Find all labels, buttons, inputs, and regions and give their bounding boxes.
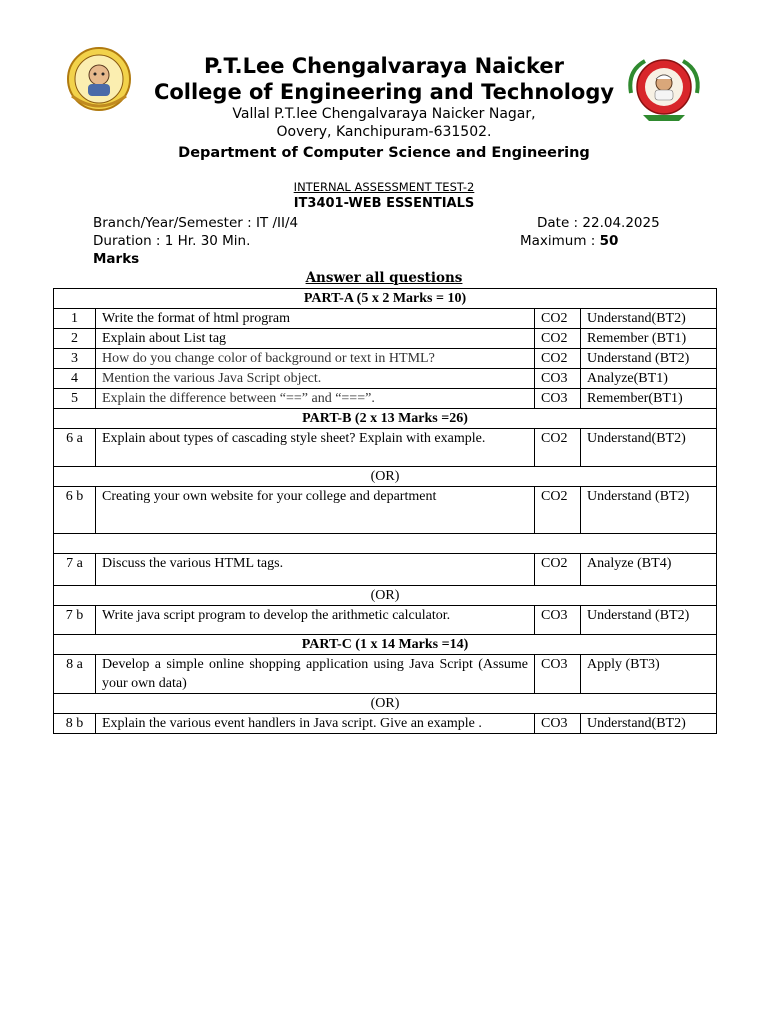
question-number: 7 b bbox=[54, 606, 96, 635]
question-number: 2 bbox=[54, 329, 96, 349]
address-line1: Vallal P.T.lee Chengalvaraya Naicker Nagar, bbox=[232, 106, 536, 122]
table-row bbox=[54, 655, 717, 694]
or-separator: (OR) bbox=[54, 694, 717, 714]
or-separator: (OR) bbox=[54, 586, 717, 606]
exam-duration: Duration : 1 Hr. 30 Min. bbox=[93, 233, 251, 249]
course-outcome: CO2 bbox=[535, 554, 581, 586]
blooms-level: Analyze (BT4) bbox=[581, 554, 717, 586]
or-row bbox=[54, 694, 717, 714]
question-number: 5 bbox=[54, 389, 96, 409]
question-number: 3 bbox=[54, 349, 96, 369]
course-outcome: CO3 bbox=[535, 389, 581, 409]
question-number: 6 a bbox=[54, 429, 96, 467]
table-row bbox=[54, 606, 717, 635]
marks-label: Marks bbox=[93, 251, 140, 267]
question-text: Explain about List tag bbox=[96, 329, 535, 349]
blooms-level: Understand(BT2) bbox=[581, 309, 717, 329]
course-outcome: CO3 bbox=[535, 714, 581, 734]
department-name: Department of Computer Science and Engineering bbox=[178, 145, 590, 161]
question-text: Explain about types of cascading style sheet? Explain with example. bbox=[96, 429, 535, 467]
college-name-line2: College of Engineering and Technology bbox=[153, 80, 615, 104]
question-text: Creating your own website for your college and department bbox=[96, 487, 535, 534]
blooms-level: Analyze(BT1) bbox=[581, 369, 717, 389]
spacer-row bbox=[54, 534, 717, 554]
or-separator: (OR) bbox=[54, 467, 717, 487]
part-b-heading: PART-B (2 x 13 Marks =26) bbox=[54, 409, 717, 429]
branch-info: Branch/Year/Semester : IT /II/4 bbox=[93, 215, 299, 231]
blooms-level: Understand(BT2) bbox=[581, 429, 717, 467]
blooms-level: Understand (BT2) bbox=[581, 606, 717, 635]
blooms-level: Understand (BT2) bbox=[581, 487, 717, 534]
question-number: 4 bbox=[54, 369, 96, 389]
question-text: Develop a simple online shopping application using Java Script (Assume your own data) bbox=[96, 655, 535, 694]
empty-cell bbox=[54, 534, 717, 554]
course-outcome: CO2 bbox=[535, 329, 581, 349]
table-row bbox=[54, 309, 717, 329]
blooms-level: Apply (BT3) bbox=[581, 655, 717, 694]
course-outcome: CO2 bbox=[535, 309, 581, 329]
question-text: Mention the various Java Script object. bbox=[96, 369, 535, 389]
blooms-level: Remember (BT1) bbox=[581, 329, 717, 349]
question-text: Explain the various event handlers in Java script. Give an example . bbox=[96, 714, 535, 734]
question-number: 6 b bbox=[54, 487, 96, 534]
maximum-label: Maximum : bbox=[520, 233, 600, 249]
instruction: Answer all questions bbox=[305, 270, 463, 286]
course-outcome: CO2 bbox=[535, 487, 581, 534]
blooms-level: Understand (BT2) bbox=[581, 349, 717, 369]
blooms-level: Remember(BT1) bbox=[581, 389, 717, 409]
question-number: 8 a bbox=[54, 655, 96, 694]
question-text: Discuss the various HTML tags. bbox=[96, 554, 535, 586]
table-row bbox=[54, 487, 717, 534]
part-c-heading-row bbox=[54, 635, 717, 655]
blooms-level: Understand(BT2) bbox=[581, 714, 717, 734]
question-text: Write java script program to develop the arithmetic calculator. bbox=[96, 606, 535, 635]
question-number: 1 bbox=[54, 309, 96, 329]
part-b-heading-row bbox=[54, 409, 717, 429]
part-a-heading: PART-A (5 x 2 Marks = 10) bbox=[54, 289, 717, 309]
table-row bbox=[54, 349, 717, 369]
test-title: INTERNAL ASSESSMENT TEST-2 bbox=[293, 180, 475, 194]
exam-date: Date : 22.04.2025 bbox=[537, 215, 660, 231]
table-row bbox=[54, 429, 717, 467]
question-number: 7 a bbox=[54, 554, 96, 586]
table-row bbox=[54, 389, 717, 409]
table-row bbox=[54, 369, 717, 389]
question-table bbox=[53, 288, 717, 734]
maximum-value: 50 bbox=[599, 233, 619, 249]
table-row bbox=[54, 329, 717, 349]
college-header bbox=[0, 54, 768, 163]
course-outcome: CO2 bbox=[535, 429, 581, 467]
address-line2: Oovery, Kanchipuram-631502. bbox=[276, 124, 492, 140]
course-outcome: CO3 bbox=[535, 369, 581, 389]
question-number: 8 b bbox=[54, 714, 96, 734]
college-name-line1: P.T.Lee Chengalvaraya Naicker bbox=[203, 54, 565, 78]
or-row bbox=[54, 586, 717, 606]
course-outcome: CO3 bbox=[535, 655, 581, 694]
course-outcome: CO2 bbox=[535, 349, 581, 369]
part-c-heading: PART-C (1 x 14 Marks =14) bbox=[54, 635, 717, 655]
subject-title: IT3401-WEB ESSENTIALS bbox=[293, 196, 475, 211]
or-row bbox=[54, 467, 717, 487]
part-a-heading-row bbox=[54, 289, 717, 309]
question-text: How do you change color of background or text in HTML? bbox=[96, 349, 535, 369]
question-text: Explain the difference between “==” and “===”. bbox=[96, 389, 535, 409]
question-text: Write the format of html program bbox=[96, 309, 535, 329]
maximum-marks bbox=[520, 232, 618, 250]
course-outcome: CO3 bbox=[535, 606, 581, 635]
table-row bbox=[54, 714, 717, 734]
table-row bbox=[54, 554, 717, 586]
